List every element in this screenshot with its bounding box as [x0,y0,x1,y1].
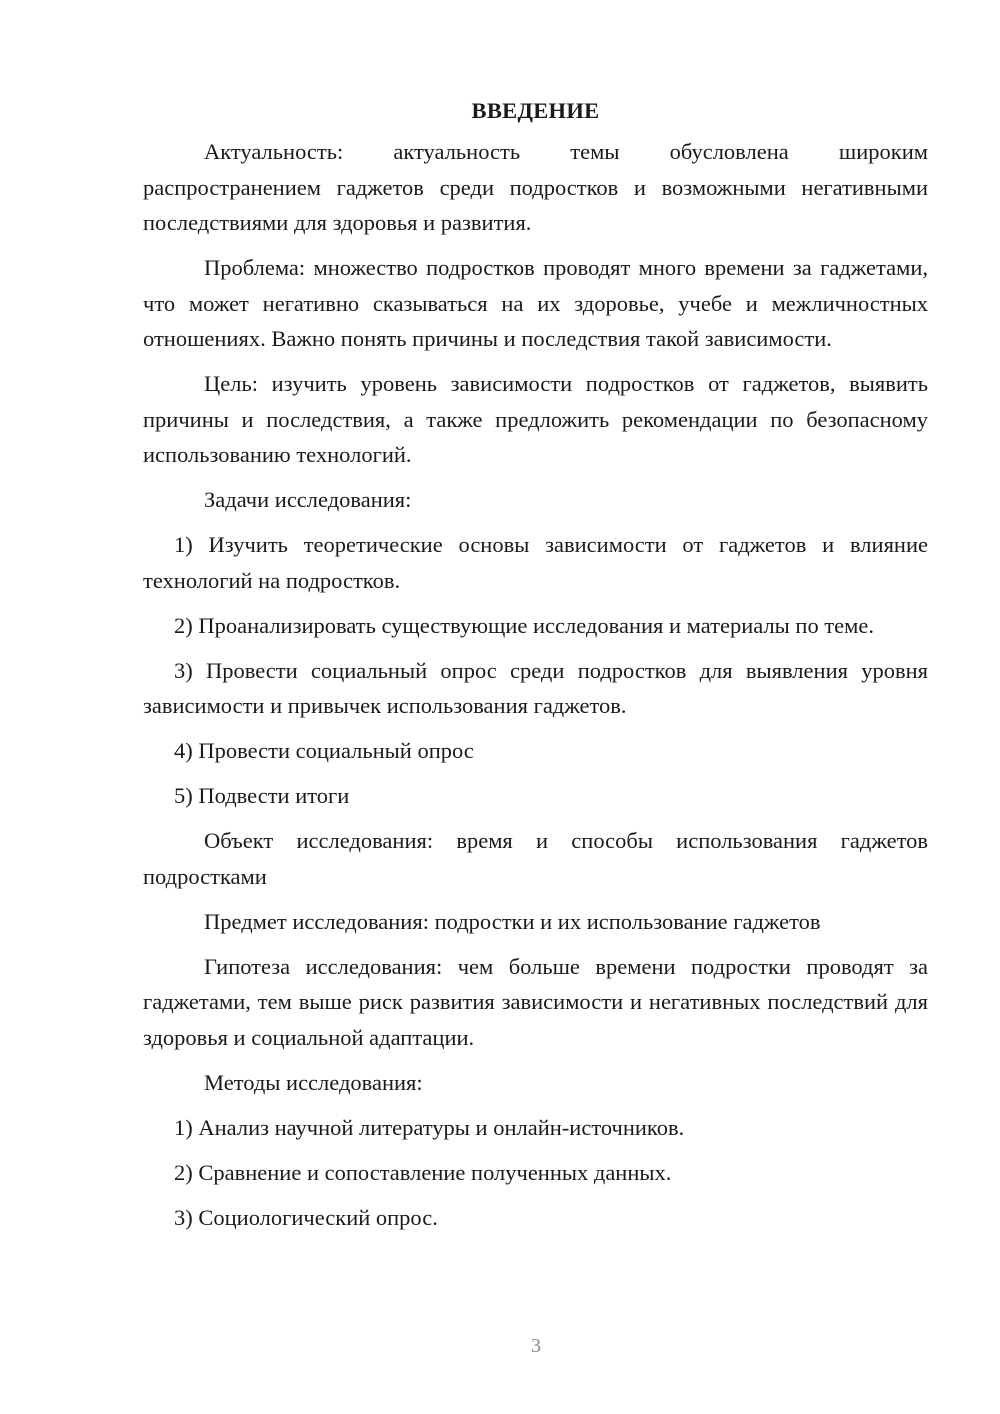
paragraph-tasks-heading: Задачи исследования: [204,487,412,512]
section-title: ВВЕДЕНИЕ [471,98,600,123]
task-item-4: 4) Провести социальный опрос [174,738,474,763]
page-content [143,96,928,1245]
paragraph-object: Объект исследования: время и способы использования гаджетов подростками [143,828,928,889]
method-item-2: 2) Сравнение и сопоставление полученных данных. [174,1159,672,1185]
paragraph-goal: Цель: изучить уровень зависимости подростков от гаджетов, выявить причины и последствия, а также предложить рекомендации по безопасному использованию технологий. [143,371,928,467]
paragraph-subject: Предмет исследования: подростки и их использование гаджетов [204,908,821,934]
page-number: 3 [531,1335,541,1357]
paragraph-relevance: Актуальность: актуальность темы обусловлена широким распространением гаджетов среди подростков и возможными негативными последствиями для здоровья и развития. [143,139,928,235]
method-item-1: 1) Анализ научной литературы и онлайн-источников. [174,1114,685,1140]
task-item-2: 2) Проанализировать существующие исследования и материалы по теме. [174,612,875,638]
task-item-3: 3) Провести социальный опрос среди подростков для выявления уровня зависимости и привычек использования гаджетов. [143,657,928,718]
paragraph-hypothesis: Гипотеза исследования: чем больше времени подростки проводят за гаджетами, тем выше риск развития зависимости и негативных последствий для здоровья и социальной адаптации. [143,953,928,1050]
paragraph-problem: Проблема: множество подростков проводят много времени за гаджетами, что может негативно сказываться на их здоровье, учебе и межличностных отношениях. Важно понять причины и последствия такой зависимости. [143,255,928,351]
task-item-5: 5) Подвести итоги [174,783,350,808]
method-item-3: 3) Социологический опрос. [174,1204,438,1230]
task-item-1: 1) Изучить теоретические основы зависимости от гаджетов и влияние технологий на подростков. [143,532,928,593]
paragraph-methods-heading: Методы исследования: [204,1069,423,1095]
